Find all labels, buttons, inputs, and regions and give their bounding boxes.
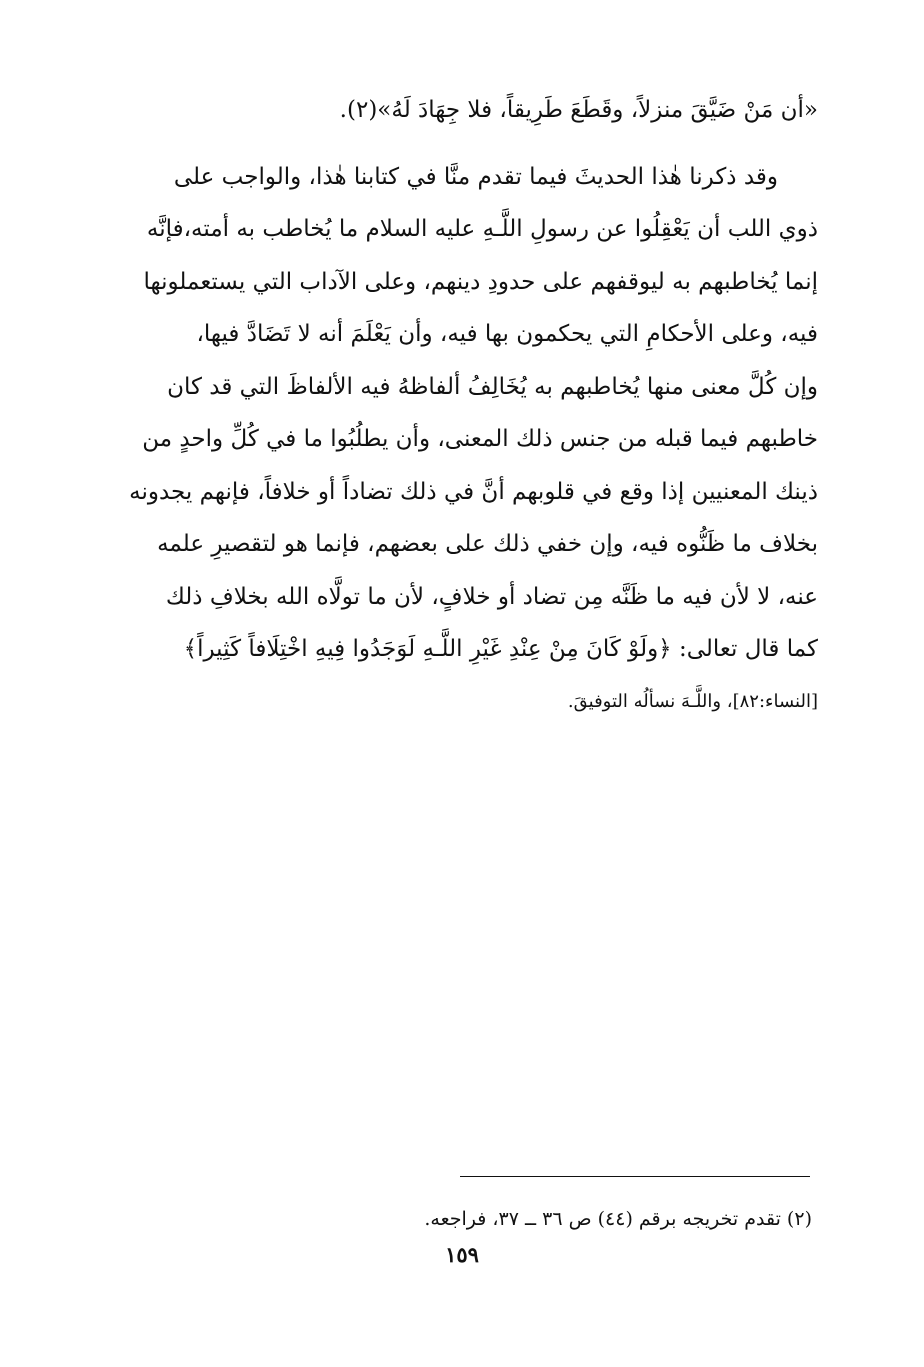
text-line: خاطبهم فيما قبله من جنس ذلك المعنى، وأن يطلُبُوا ما في كُلِّ واحدٍ من xyxy=(142,426,818,452)
main-text xyxy=(108,84,818,728)
footnote-divider xyxy=(460,1176,810,1177)
text-line: وإن كُلَّ معنى منها يُخاطبهم به يُخَالِفُ ألفاظهُ فيه الألفاظَ التي قد كان xyxy=(167,373,818,400)
footnote: (٢) تقدم تخريجه برقم (٤٤) ص ٣٦ ــ ٣٧، فراجعه. xyxy=(424,1208,812,1230)
text-line: إنما يُخاطبهم به ليوقفهم على حدودِ دينهم، وعلى الآداب التي يستعملونها xyxy=(143,268,818,295)
text-line: ذينك المعنيين إذا وقع في قلوبهم أنَّ في ذلك تضاداً أو خلافاً، فإنهم يجدونه xyxy=(129,478,818,505)
text-line: ذوي اللب أن يَعْقِلُوا عن رسولِ اللَّـهِ عليه السلام ما يُخاطب به أمته،فإنَّه xyxy=(146,216,818,242)
text-line: كما قال تعالى: ﴿ولَوْ كَانَ مِنْ عِنْدِ غَيْرِ اللَّـهِ لَوَجَدُوا فِيهِ اخْتِلَافاً كَثِيراً﴾ xyxy=(183,636,818,662)
page-number: ١٥٩ xyxy=(445,1242,479,1267)
text-line: فيه، وعلى الأحكامِ التي يحكمون بها فيه، وأن يَعْلَمَ أنه لا تَضَادَّ فيها، xyxy=(196,321,818,347)
text-line: وقد ذكرنا هٰذا الحديثَ فيما تقدم منَّا في كتابنا هٰذا، والواجب على xyxy=(173,163,778,190)
text-line: عنه، لا لأن فيه ما ظَنَّه مِن تضاد أو خلافٍ، لأن ما تولَّاه الله بخلافِ ذلك xyxy=(165,583,818,610)
text-line: «أن مَنْ ضَيَّقَ منزلاً، وقَطَعَ طَرِيقاً، فلا جِهَادَ لَهُ»(٢). xyxy=(339,97,818,123)
text-line: بخلاف ما ظَنُّوه فيه، وإن خفي ذلك على بعضهم، فإنما هو لتقصيرِ علمه xyxy=(157,531,818,557)
text-line: [النساء:٨٢]، واللَّـهَ نسألُه التوفيقَ. xyxy=(567,690,818,712)
